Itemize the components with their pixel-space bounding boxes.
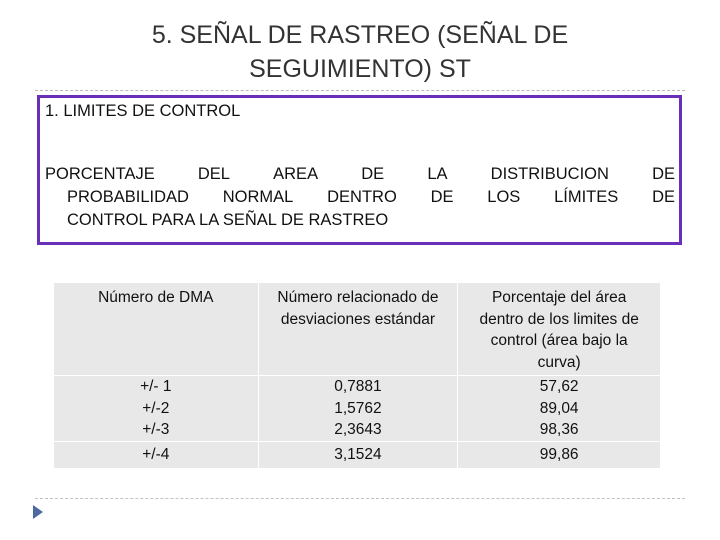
header-std-line: Número relacionado de [277, 289, 439, 306]
para-word: DISTRIBUCION [490, 165, 609, 183]
dma-cell: +/- 1 [140, 378, 172, 395]
header-pct-line: Porcentaje del área [491, 289, 627, 306]
header-pct-line: control (área bajo la [490, 332, 628, 349]
dma-values [54, 376, 259, 442]
dma-cell: +/-3 [142, 421, 170, 438]
para-word: DE [652, 188, 675, 206]
para-word: PROBABILIDAD [67, 188, 189, 206]
para-word: DE [430, 188, 454, 206]
control-limits-box [37, 95, 682, 245]
dma-cell: +/-2 [142, 399, 170, 417]
header-pct-line: curva) [537, 353, 581, 371]
table-row [54, 441, 661, 468]
para-word: NORMAL [222, 188, 294, 206]
para-word: LA [427, 165, 448, 183]
dma-cell: +/-4 [54, 441, 259, 468]
header-std [258, 283, 458, 376]
box-paragraph [45, 163, 675, 232]
para-word: DEL [197, 165, 230, 183]
para-word: AREA [273, 165, 319, 183]
slide-title-line-1: 5. SEÑAL DE RASTREO (SEÑAL DE [151, 21, 569, 49]
dma-table [53, 282, 661, 469]
footer-divider [35, 498, 685, 499]
triangle-bullet-icon [33, 505, 43, 519]
para-word: DENTRO [327, 188, 397, 206]
paragraph-line-3: CONTROL PARA LA SEÑAL DE RASTREO [67, 211, 389, 229]
std-values [258, 376, 458, 442]
header-pct [458, 283, 661, 376]
header-dma-label: Número de DMA [98, 289, 214, 306]
std-cell: 0,7881 [334, 378, 382, 395]
para-word: LOS [487, 188, 521, 206]
header-pct-line: dentro de los limites de [479, 310, 639, 328]
header-std-line: desviaciones estándar [280, 310, 436, 328]
slide-title-line-2: SEGUIMIENTO) ST [249, 55, 471, 83]
pct-cell: 98,36 [539, 421, 579, 438]
std-cell: 3,1524 [258, 441, 458, 468]
title-divider [35, 90, 685, 91]
std-cell: 2,3643 [334, 421, 382, 438]
section-heading: 1. LIMITES DE CONTROL [45, 102, 241, 120]
para-word: PORCENTAJE [45, 165, 155, 183]
pct-cell: 57,62 [539, 378, 579, 395]
paragraph-line-2 [45, 186, 675, 209]
table-header-row [54, 283, 661, 376]
paragraph-line-1 [45, 163, 675, 186]
pct-values [458, 376, 661, 442]
para-word: DE [361, 165, 385, 183]
slide-title [60, 18, 660, 86]
pct-cell: 89,04 [539, 399, 579, 417]
para-word: DE [652, 165, 675, 183]
para-word: LÍMITES [554, 188, 619, 206]
header-dma [54, 283, 259, 376]
table-row-group [54, 376, 661, 442]
pct-cell: 99,86 [458, 441, 661, 468]
std-cell: 1,5762 [334, 399, 382, 417]
